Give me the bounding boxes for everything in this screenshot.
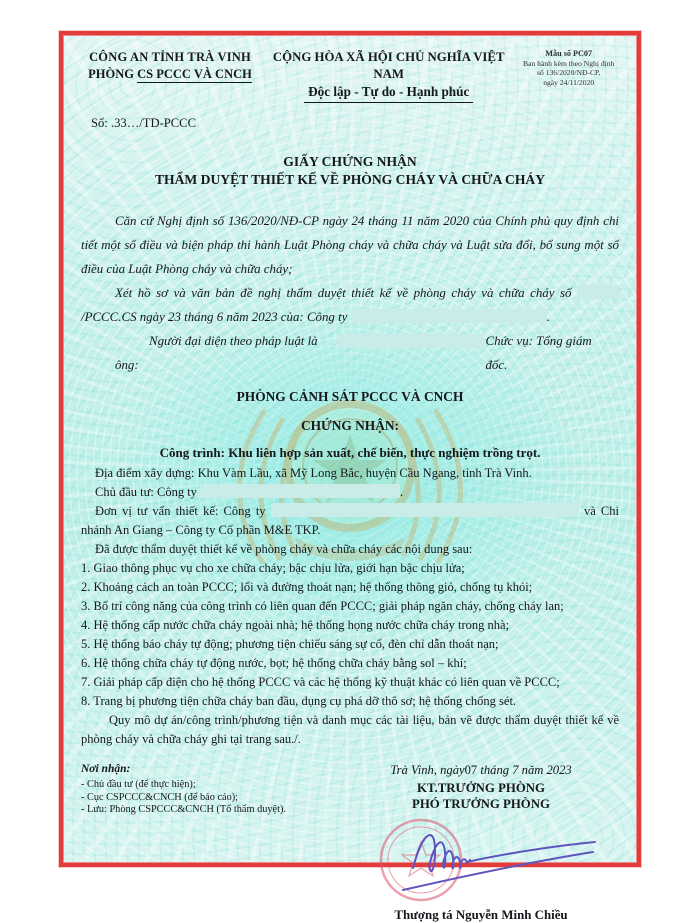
document-header: [81, 49, 619, 103]
form-number-note: [518, 49, 619, 87]
date-day: 07: [464, 763, 478, 777]
date-suffix: tháng 7 năm 2023: [477, 763, 572, 777]
place-and-date: [343, 763, 619, 778]
signature-area: [343, 816, 619, 908]
recipients-list: [81, 779, 343, 817]
agency-prefix: PHÒNG: [88, 67, 138, 81]
national-title: CỘNG HÒA XÃ HỘI CHỦ NGHĨA VIỆT NAM: [272, 50, 505, 81]
redaction-block-designer: [271, 503, 579, 517]
title-line1: GIẤY CHỨNG NHẬN: [283, 154, 417, 169]
representative-role: Chức vụ: Tổng giám đốc.: [485, 334, 592, 372]
designer-suffix: và Chi nhánh An Giang – Công ty Cổ phần M&E TKP.: [81, 504, 619, 537]
signer-title-1: KT.TRƯỞNG PHÒNG: [417, 781, 545, 795]
certificate-title: [81, 153, 619, 189]
signer-title-2: PHÓ TRƯỞNG PHÒNG: [412, 797, 550, 811]
recipient-line: - Cục CSPCCC&CNCH (để báo cáo);: [81, 791, 239, 803]
approved-item-6: 6. Hệ thống chữa cháy tự động nước, bọt; hệ thống chữa cháy bằng sol – khí;: [81, 656, 467, 670]
certificate-body: [81, 464, 619, 749]
project-name: Công trình: Khu liên hợp sản xuất, chế biến, thực nghiệm trồng trọt.: [159, 445, 541, 460]
investor-line: [81, 483, 619, 502]
investor-end: .: [400, 485, 404, 499]
design-consultant-line: [81, 502, 619, 540]
agency-name-line1: CÔNG AN TỈNH TRÀ VINH: [89, 50, 251, 64]
closing-paragraph: Quy mô dự án/công trình/phương tiện và danh mục các tài liệu, bản vẽ được thẩm duyệt thiết kế về phòng cháy và chữa cháy ghi tại trang sau./.: [81, 713, 619, 746]
approved-item-2: 2. Khoảng cách an toàn PCCC; lối và đường thoát nạn; hệ thống thông gió, chống tụ khói;: [81, 580, 533, 594]
date-prefix: Trà Vinh, ngày: [390, 763, 465, 777]
preamble-p2-end: .: [546, 310, 550, 324]
form-note-line2: Ban hành kèm theo Nghị định: [523, 58, 615, 68]
signer-name: Thượng tá Nguyễn Minh Chiều: [394, 908, 568, 922]
redaction-block-doc-ref: [577, 285, 619, 299]
agency-underlined: CS PCCC VÀ CNCH: [137, 67, 252, 81]
certificate-document: [59, 31, 641, 922]
agency-name-line2: [81, 66, 259, 83]
title-line2: THẨM DUYỆT THIẾT KẾ VỀ PHÒNG CHÁY VÀ CHỮA CHÁY: [154, 172, 546, 187]
redaction-block-investor: [200, 484, 400, 498]
approved-item-3: 3. Bố trí công năng của công trình có liên quan đến PCCC; giải pháp ngăn cháy, chống cháy lan;: [81, 599, 564, 613]
approved-contents-intro: Đã được thẩm duyệt thiết kế về phòng cháy và chữa cháy các nội dung sau:: [95, 542, 473, 556]
approved-item-7: 7. Giải pháp cấp điện cho hệ thống PCCC và các hệ thống kỹ thuật khác có liên quan về PCCC;: [81, 675, 560, 689]
recipient-line: - Chủ đầu tư (để thực hiện);: [81, 779, 196, 790]
form-note-line3: số 136/2020/NĐ-CP,: [537, 68, 601, 77]
legal-preamble: [81, 209, 619, 329]
investor-label: Chủ đầu tư: Công ty: [95, 485, 201, 499]
stamp-and-signature: [343, 816, 619, 908]
preamble-paragraph-2: [81, 281, 619, 329]
recipients-label: Nơi nhận:: [81, 763, 131, 775]
approved-item-1: 1. Giao thông phục vụ cho xe chữa cháy; bậc chịu lửa, giới hạn bậc chịu lửa;: [81, 561, 465, 575]
national-motto: Độc lập - Tự do - Hạnh phúc: [304, 84, 473, 103]
form-code: Mẫu số PC07: [545, 49, 593, 58]
national-motto-block: [259, 49, 518, 103]
document-footer: [81, 763, 619, 923]
redaction-block-company: [351, 309, 547, 323]
certifying-authority: PHÒNG CẢNH SÁT PCCC VÀ CNCH: [236, 389, 464, 404]
document-content: [63, 35, 637, 922]
representative-label: Người đại diện theo pháp luật là ông:: [115, 334, 318, 372]
approved-item-5: 5. Hệ thống báo cháy tự động; phương tiện chiếu sáng sự cố, đèn chỉ dẫn thoát nạn;: [81, 637, 499, 651]
form-note-line4: ngày 24/11/2020: [543, 77, 595, 87]
approved-item-8: 8. Trang bị phương tiện chữa cháy ban đầu, dụng cụ phá dỡ thô sơ; hệ thống chống sét.: [81, 694, 517, 708]
preamble-paragraph-1: Căn cứ Nghị định số 136/2020/NĐ-CP ngày 24 tháng 11 năm 2020 của Chính phủ quy định chi tiết một số điều và biện pháp thi hành Luật Phòng cháy và chữa cháy và Luật sửa đổi, bổ sung một số điều của Luật Phòng cháy và chữa cháy;: [81, 214, 619, 276]
approved-item-4: 4. Hệ thống cấp nước chữa cháy ngoài nhà; hệ thống họng nước chữa cháy trong nhà;: [81, 618, 510, 632]
preamble-p2-text1: Xét hồ sơ và văn bản đề nghị thẩm duyệt thiết kế về phòng cháy và chữa cháy số: [115, 286, 577, 300]
recipient-line: - Lưu: Phòng CSPCCC&CNCH (Tổ thẩm duyệt).: [81, 804, 286, 815]
recipients-block: [81, 763, 343, 923]
legal-representative-line: [81, 329, 619, 377]
preamble-p2-text2: /PCCC.CS ngày 23 tháng 6 năm 2023 của: Công ty: [81, 310, 351, 324]
signature-block: [343, 763, 619, 923]
issuing-agency-block: [81, 49, 259, 83]
construction-location: Địa điểm xây dựng: Khu Vàm Lầu, xã Mỹ Long Bắc, huyện Cầu Ngang, tỉnh Trà Vinh.: [95, 466, 532, 480]
redaction-block-person-name: [338, 334, 486, 348]
certify-label: CHỨNG NHẬN:: [300, 418, 400, 433]
red-stamp-icon: [381, 820, 461, 900]
signature-ink: [403, 835, 595, 890]
document-number: Số: .33…/TD-PCCC: [91, 116, 196, 130]
designer-label: Đơn vị tư vấn thiết kế: Công ty: [95, 504, 271, 518]
